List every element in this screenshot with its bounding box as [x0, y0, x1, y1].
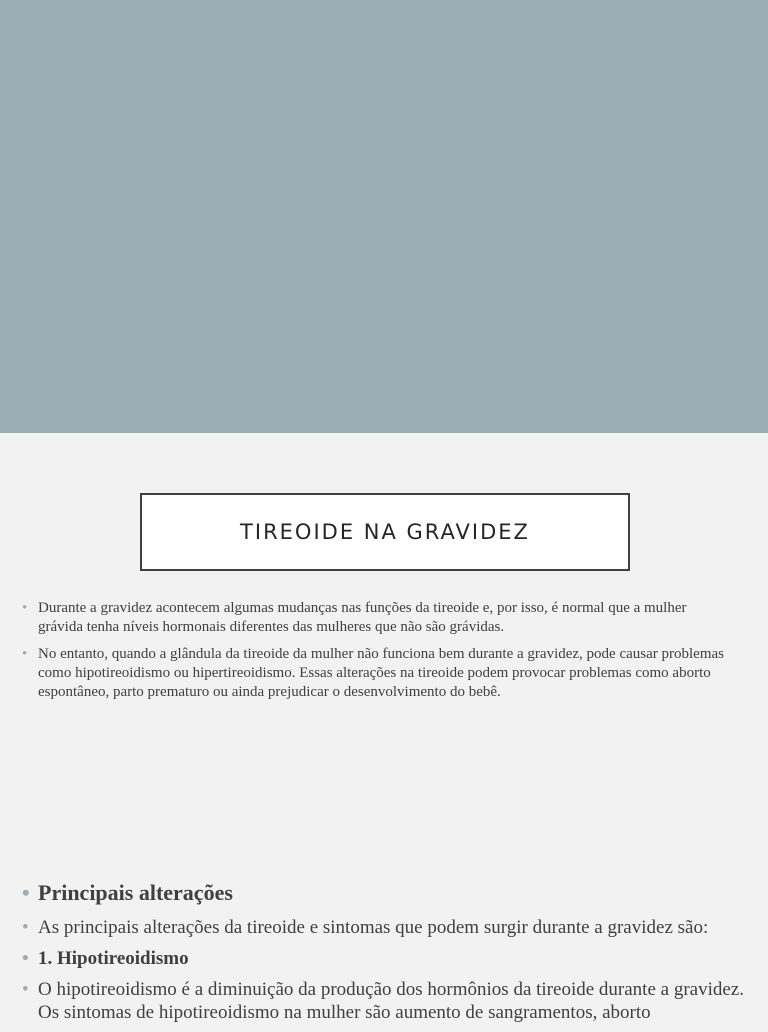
- bullet-icon: •: [22, 600, 28, 616]
- slide2-bullet-list: [22, 878, 752, 1032]
- section-heading: Principais alterações: [38, 880, 233, 905]
- slide-title: TIREOIDE NA GRAVIDEZ: [240, 520, 530, 544]
- bullet-icon: •: [22, 646, 28, 662]
- subheading: 1. Hipotireoidismo: [38, 948, 189, 969]
- list-item: [22, 916, 752, 939]
- bullet-text: Durante a gravidez acontecem algumas mudanças nas funções da tireoide e, por isso, é normal que a mulher grávida tenha níveis hormonais diferentes das mulheres que não são grávidas.: [38, 600, 687, 635]
- bullet-icon: •: [22, 917, 29, 938]
- bullet-icon: •: [22, 979, 29, 1000]
- slide1-bullet-list: [22, 599, 732, 710]
- header-banner: [0, 0, 768, 433]
- bullet-text: No entanto, quando a glândula da tireoide da mulher não funciona bem durante a gravidez, pode causar problemas como hipotireoidismo ou hipertireoidismo. Essas alterações na tireoide podem provocar problemas como aborto espontâneo, parto prematuro ou ainda prejudicar o desenvolvimento do bebê.: [38, 646, 724, 700]
- bullet-icon: •: [22, 880, 30, 905]
- intro-text: As principais alterações da tireoide e sintomas que podem surgir durante a gravidez são:: [38, 917, 709, 938]
- list-item: [22, 947, 752, 970]
- list-item: [22, 978, 752, 1024]
- list-item: [22, 645, 732, 702]
- bullet-icon: •: [22, 948, 29, 969]
- paragraph-text: O hipotireoidismo é a diminuição da produção dos hormônios da tireoide durante a gravidez. Os sintomas de hipotireoidismo na mulher são aumento de sangramentos, aborto: [38, 979, 744, 1023]
- slide-title-box: [140, 493, 630, 571]
- list-item: [22, 599, 732, 637]
- list-item: [22, 878, 752, 908]
